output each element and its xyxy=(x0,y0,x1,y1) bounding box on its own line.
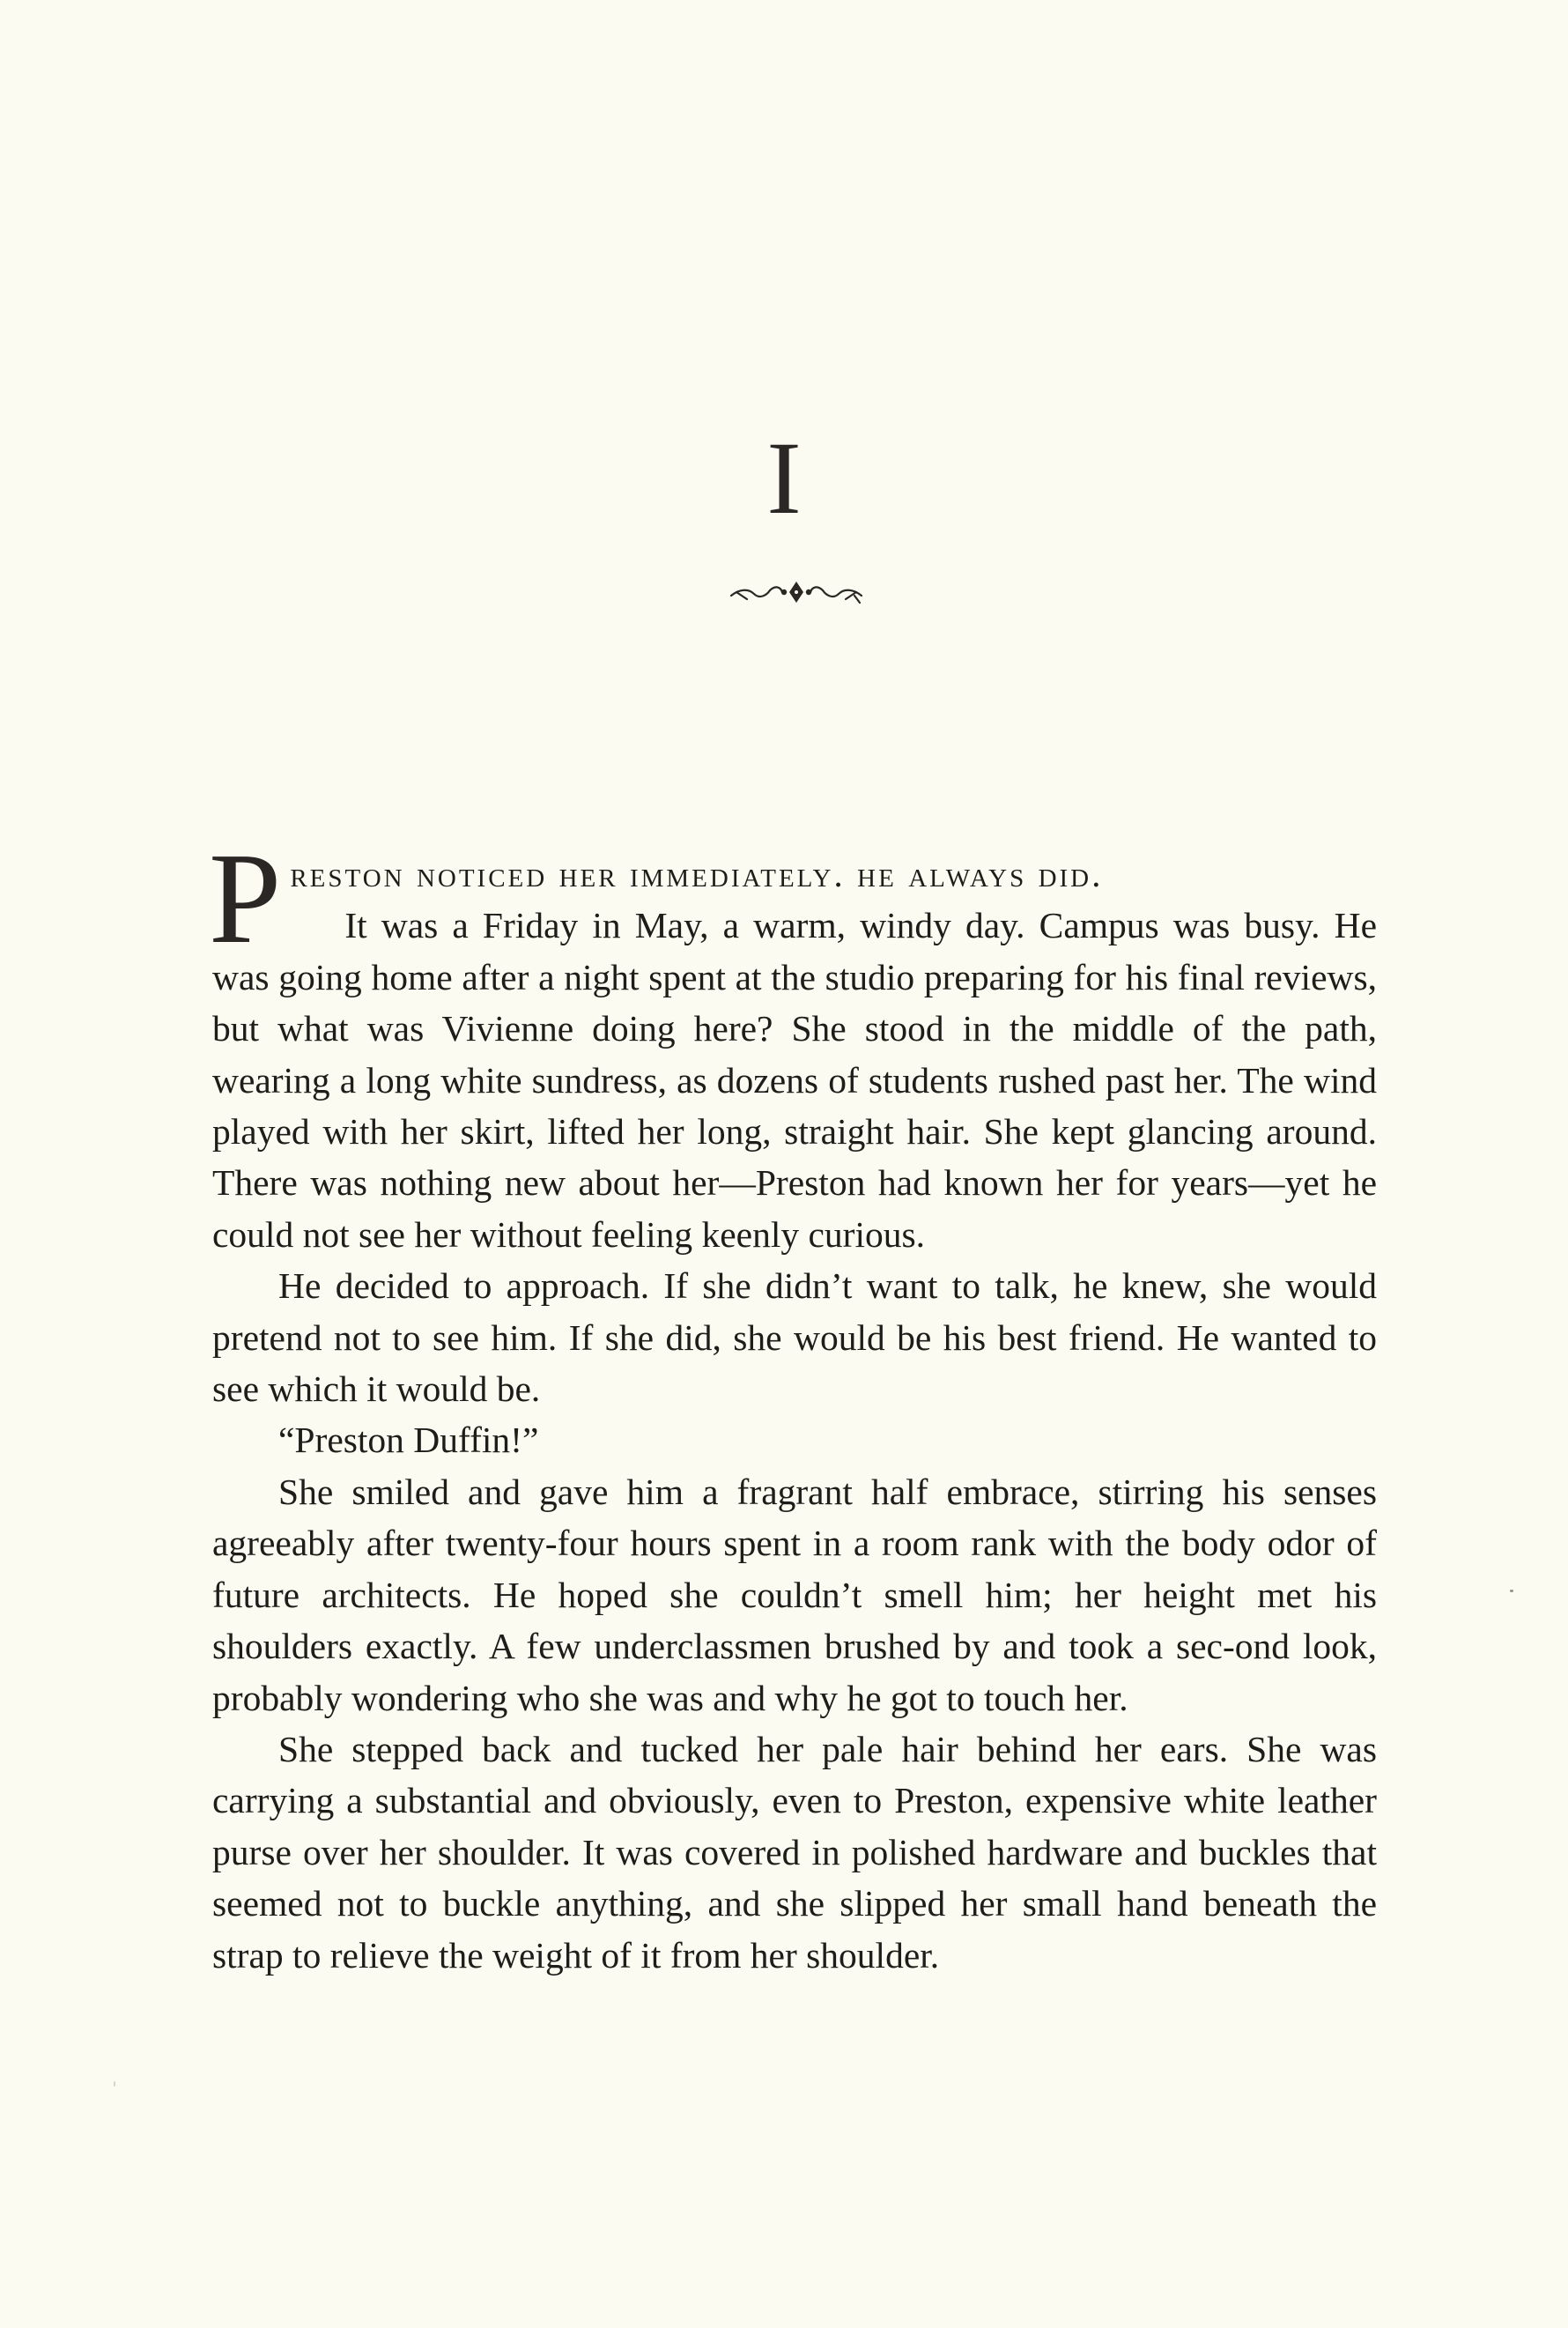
paragraph-1: It was a Friday in May, a warm, windy day. Campus was busy. He was going home after a night spent at the studio preparing for his final reviews, but what was Vivienne doing here? She stood in the middle of the path, wearing a long white sundress, as dozens of students rushed past her. The wind played with her skirt, lifted her long, straight hair. She kept glancing around. There was nothing new about her—Preston had known her for years—yet he could not see her without feeling keenly curious. xyxy=(212,905,1377,1255)
opening-paragraph xyxy=(209,827,1377,1260)
paragraph-4: She smiled and gave him a fragrant half embrace, stirring his senses agreeably after twenty-four hours spent in a room rank with the body odor of future architects. He hoped she couldn’t smell him; her height met his shoulders exactly. A few underclassmen brushed by and took a sec-ond look, probably wondering who she was and why he got to touch her. xyxy=(212,1471,1377,1718)
paragraph-5: She stepped back and tucked her pale hair behind her ears. She was carrying a substantial and obviously, even to Preston, expensive white leather purse over her shoulder. It was covered in polished hardware and buckles that seemed not to buckle anything, and she slipped her small hand beneath the strap to relieve the weight of it from her shoulder. xyxy=(212,1728,1377,1976)
drop-cap: P xyxy=(209,827,282,971)
fleuron-ornament-icon xyxy=(728,576,865,608)
paragraph-3: “Preston Duffin!” xyxy=(278,1420,539,1461)
opening-line: reston noticed her immediately. he always did. xyxy=(290,854,1104,894)
chapter-number: I xyxy=(766,420,802,536)
paper-speck xyxy=(114,2081,115,2087)
paper-speck xyxy=(1510,1590,1513,1592)
chapter-text xyxy=(209,827,1377,1981)
paragraph-2: He decided to approach. If she didn’t want to talk, he knew, she would pretend not to see him. If she did, she would be his best friend. He wanted to see which it would be. xyxy=(212,1265,1377,1410)
